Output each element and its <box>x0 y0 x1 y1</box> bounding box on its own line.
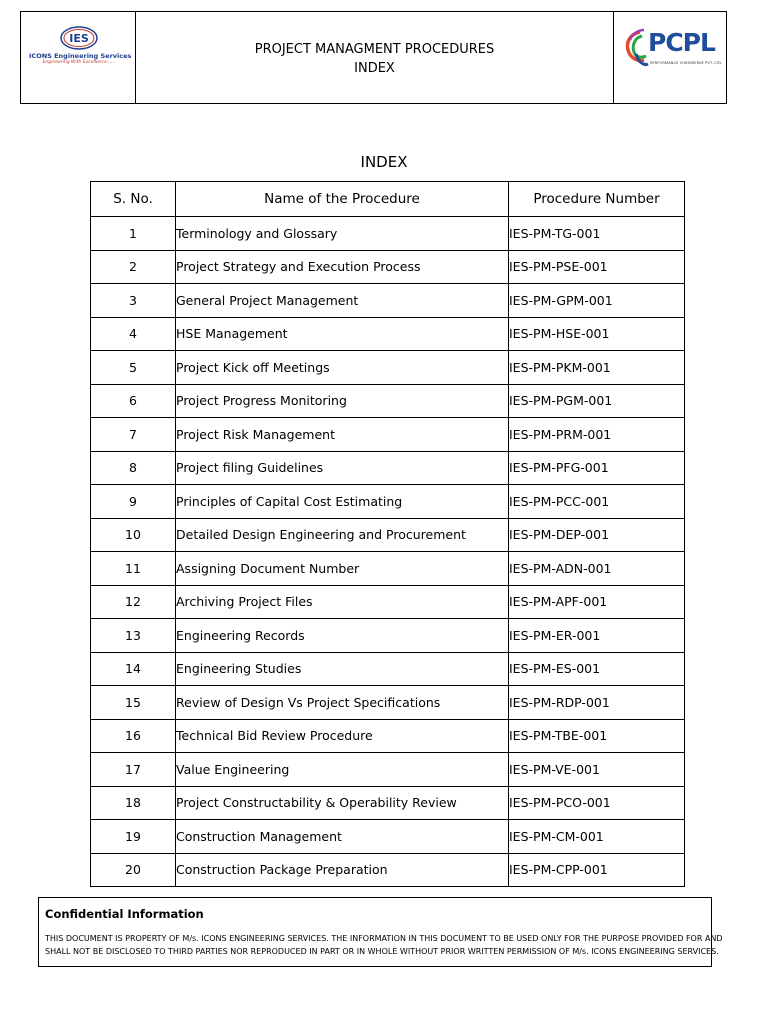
table-row <box>91 552 685 586</box>
header-title-cell <box>136 12 613 103</box>
table-row <box>91 619 685 653</box>
header-left-cell <box>21 12 136 103</box>
cell-procedure-name: Engineering Studies <box>176 652 509 686</box>
cell-procedure-number: IES-PM-RDP-001 <box>509 686 685 720</box>
table-row <box>91 585 685 619</box>
table-row <box>91 753 685 787</box>
cell-procedure-number: IES-PM-PCO-001 <box>509 786 685 820</box>
procedures-table-body <box>91 217 685 887</box>
cell-procedure-number: IES-PM-PFG-001 <box>509 451 685 485</box>
document-header <box>20 11 727 104</box>
confidential-text-line1: THIS DOCUMENT IS PROPERTY OF M/s. ICONS ENGINEERING SERVICES. THE INFORMATION IN THIS DOCUMENT TO BE USED ONLY FOR THE PURPOSE PROVIDED FOR AND <box>45 934 723 943</box>
cell-procedure-number: IES-PM-CPP-001 <box>509 853 685 887</box>
table-header-row <box>91 182 685 217</box>
table-row <box>91 284 685 318</box>
column-header-name: Name of the Procedure <box>176 182 509 217</box>
cell-sno: 2 <box>91 250 176 284</box>
company-name-suffix: Engineering Services <box>51 52 132 60</box>
cell-procedure-name: Project Kick off Meetings <box>176 351 509 385</box>
table-row <box>91 351 685 385</box>
confidential-text-line2: SHALL NOT BE DISCLOSED TO THIRD PARTIES NOR REPRODUCED IN PART OR IN WHOLE WITHOUT PRIOR WRITTEN PERMISSION OF M/s. ICONS ENGINEERING SERVICES. <box>45 947 719 956</box>
cell-procedure-name: Assigning Document Number <box>176 552 509 586</box>
icons-engineering-logo <box>29 25 132 65</box>
confidential-notice <box>38 897 723 967</box>
ies-emblem-text: IES <box>69 32 89 45</box>
cell-procedure-name: Construction Management <box>176 820 509 854</box>
table-row <box>91 518 685 552</box>
cell-procedure-name: Project filing Guidelines <box>176 451 509 485</box>
cell-sno: 16 <box>91 719 176 753</box>
cell-procedure-name: Engineering Records <box>176 619 509 653</box>
cell-procedure-name: HSE Management <box>176 317 509 351</box>
table-row <box>91 686 685 720</box>
cell-sno: 17 <box>91 753 176 787</box>
company-name <box>29 52 132 60</box>
cell-sno: 18 <box>91 786 176 820</box>
table-row <box>91 786 685 820</box>
cell-procedure-number: IES-PM-APF-001 <box>509 585 685 619</box>
cell-procedure-name: Project Progress Monitoring <box>176 384 509 418</box>
cell-procedure-number: IES-PM-PCC-001 <box>509 485 685 519</box>
cell-procedure-name: Detailed Design Engineering and Procurement <box>176 518 509 552</box>
cell-procedure-name: Terminology and Glossary <box>176 217 509 251</box>
table-row <box>91 250 685 284</box>
pcpl-wordmark: PCPL <box>648 28 715 57</box>
cell-procedure-number: IES-PM-TG-001 <box>509 217 685 251</box>
company-name-prefix: ICONS <box>29 52 52 60</box>
confidential-title: Confidential Information <box>45 907 204 921</box>
cell-sno: 13 <box>91 619 176 653</box>
table-row <box>91 820 685 854</box>
cell-sno: 6 <box>91 384 176 418</box>
table-row <box>91 719 685 753</box>
column-header-number: Procedure Number <box>509 182 685 217</box>
table-row <box>91 217 685 251</box>
cell-procedure-name: Project Constructability & Operability Review <box>176 786 509 820</box>
cell-procedure-name: Technical Bid Review Procedure <box>176 719 509 753</box>
table-row <box>91 418 685 452</box>
cell-sno: 15 <box>91 686 176 720</box>
cell-procedure-number: IES-PM-DEP-001 <box>509 518 685 552</box>
cell-sno: 5 <box>91 351 176 385</box>
cell-sno: 4 <box>91 317 176 351</box>
pcpl-swirl-icon <box>624 28 650 70</box>
cell-procedure-number: IES-PM-PSE-001 <box>509 250 685 284</box>
cell-sno: 12 <box>91 585 176 619</box>
cell-procedure-name: Review of Design Vs Project Specifications <box>176 686 509 720</box>
cell-procedure-name: Archiving Project Files <box>176 585 509 619</box>
cell-procedure-number: IES-PM-PKM-001 <box>509 351 685 385</box>
cell-procedure-number: IES-PM-ADN-001 <box>509 552 685 586</box>
cell-procedure-number: IES-PM-ER-001 <box>509 619 685 653</box>
cell-procedure-name: Project Strategy and Execution Process <box>176 250 509 284</box>
header-right-cell <box>613 12 726 103</box>
cell-sno: 1 <box>91 217 176 251</box>
header-title-line2: INDEX <box>354 60 395 76</box>
header-title-line1: PROJECT MANAGMENT PROCEDURES <box>254 41 495 57</box>
table-row <box>91 317 685 351</box>
cell-sno: 10 <box>91 518 176 552</box>
cell-sno: 14 <box>91 652 176 686</box>
confidential-text <box>45 932 745 958</box>
company-tagline: Engineering With Excellence...... <box>42 60 116 65</box>
cell-procedure-name: Value Engineering <box>176 753 509 787</box>
cell-procedure-number: IES-PM-VE-001 <box>509 753 685 787</box>
table-row <box>91 485 685 519</box>
cell-procedure-number: IES-PM-HSE-001 <box>509 317 685 351</box>
cell-sno: 11 <box>91 552 176 586</box>
pcpl-subtitle: PERFORMANCE CHEMISERVE PVT. LTD. <box>650 61 723 65</box>
cell-sno: 7 <box>91 418 176 452</box>
cell-sno: 19 <box>91 820 176 854</box>
cell-procedure-number: IES-PM-GPM-001 <box>509 284 685 318</box>
cell-sno: 8 <box>91 451 176 485</box>
procedures-table <box>90 181 685 887</box>
cell-sno: 9 <box>91 485 176 519</box>
ies-emblem-icon <box>59 25 99 51</box>
cell-procedure-name: General Project Management <box>176 284 509 318</box>
cell-procedure-number: IES-PM-PRM-001 <box>509 418 685 452</box>
cell-procedure-name: Principles of Capital Cost Estimating <box>176 485 509 519</box>
cell-procedure-name: Project Risk Management <box>176 418 509 452</box>
cell-sno: 3 <box>91 284 176 318</box>
index-title: INDEX <box>360 153 408 171</box>
table-row <box>91 451 685 485</box>
cell-procedure-number: IES-PM-TBE-001 <box>509 719 685 753</box>
cell-procedure-name: Construction Package Preparation <box>176 853 509 887</box>
cell-sno: 20 <box>91 853 176 887</box>
column-header-sno: S. No. <box>91 182 176 217</box>
table-row <box>91 853 685 887</box>
cell-procedure-number: IES-PM-PGM-001 <box>509 384 685 418</box>
cell-procedure-number: IES-PM-ES-001 <box>509 652 685 686</box>
table-row <box>91 384 685 418</box>
table-row <box>91 652 685 686</box>
cell-procedure-number: IES-PM-CM-001 <box>509 820 685 854</box>
